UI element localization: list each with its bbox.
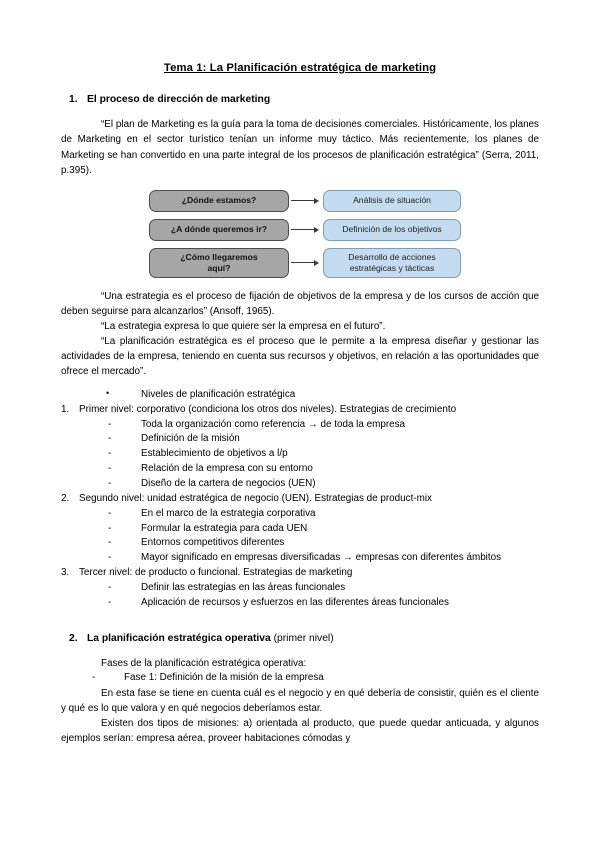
section-heading-2 — [61, 633, 539, 646]
level-group-1 — [61, 403, 539, 492]
intro-paragraph: “El plan de Marketing es la guía para la toma de decisiones comerciales. Históricamente, los planes de Marketing en el sector turístico tenían un informe muy táctico. Más recientemente, los planes de Marketing se han convertido en una parte integral de los procesos de planificación estratégica” (Serra, 2011, p.395). — [61, 119, 539, 176]
level-title-2 — [61, 492, 539, 507]
diagram-answer-line: estratégicas y tácticas — [349, 262, 435, 273]
page-title: Tema 1: La Planificación estratégica de marketing — [163, 62, 437, 74]
list-item: - Definición de la misión — [61, 432, 539, 447]
list-item: - Fase 1: Definición de la misión de la empresa — [61, 671, 539, 686]
ansoff-paragraph: “Una estrategia es el proceso de fijación de objetivos de la empresa y de los cursos de acción que deben seguirse para alcanzarlos” (Ansoff, 1965). — [61, 290, 539, 317]
level-group-3 — [61, 566, 539, 611]
level-group-2 — [61, 492, 539, 566]
fases-list — [61, 671, 539, 686]
diagram-question-line: aquí? — [207, 262, 231, 273]
section-number-2: 2. — [69, 632, 78, 644]
list-item: - Definir las estrategias en las áreas funcionales — [61, 581, 539, 596]
level-text-1: Primer nivel: corporativo (condiciona los otros dos niveles). Estrategias de crecimiento — [79, 403, 457, 415]
planificacion-paragraph: “La planificación estratégica es el proceso que le permite a la empresa diseñar y gestionar las actividades de la empresa, teniendo en cuenta sus recursos y objetivos, en relación a las oportunidades que ofrece el mercado”. — [61, 335, 539, 377]
diagram-row — [149, 219, 539, 241]
level-text-3: Tercer nivel: de producto o funcional. Estrategias de marketing — [79, 567, 353, 579]
process-diagram — [61, 190, 539, 278]
diagram-question-line: ¿Cómo llegaremos — [180, 252, 258, 263]
section-title-1: El proceso de dirección de marketing — [87, 93, 271, 105]
niveles-bullet-list — [61, 388, 539, 403]
fases-intro: Fases de la planificación estratégica operativa: — [101, 657, 307, 669]
diagram-answer-box: Definición de los objetivos — [323, 219, 461, 241]
arrow-right-icon — [289, 196, 323, 205]
list-item: - Formular la estrategia para cada UEN — [61, 522, 539, 537]
list-item: • Niveles de planificación estratégica — [61, 388, 539, 403]
diagram-answer-box — [323, 248, 461, 278]
section-title-2-suffix: (primer nivel) — [273, 632, 334, 644]
level-items-2 — [61, 507, 539, 566]
section-heading-1 — [61, 94, 539, 107]
list-item: - Toda la organización como referencia → de toda la empresa — [61, 418, 539, 433]
diagram-row — [149, 190, 539, 212]
list-item: - Mayor significado en empresas diversificadas → empresas con diferentes ámbitos — [61, 551, 539, 566]
level-text-2: Segundo nivel: unidad estratégica de negocio (UEN). Estrategias de product-mix — [79, 492, 432, 504]
diagram-answer-line: Desarrollo de acciones — [348, 252, 436, 263]
fase1-description: En esta fase se tiene en cuenta cuál es el negocio y en qué debería de consistir, quién es el cliente y qué es lo que valora y en qué negocios deberíamos estar. — [61, 687, 539, 714]
list-item: - En el marco de la estrategia corporativa — [61, 507, 539, 522]
level-items-1 — [61, 418, 539, 492]
level-number-1: 1. — [61, 403, 70, 415]
quotes-block — [61, 289, 539, 379]
level-number-3: 3. — [61, 567, 70, 579]
futuro-paragraph: “La estrategia expresa lo que quiere ser la empresa en el futuro”. — [101, 320, 386, 332]
list-item: - Entornos competitivos diferentes — [61, 536, 539, 551]
section-number-1: 1. — [69, 93, 78, 105]
intro-paragraph-block — [61, 117, 539, 177]
diagram-answer-box: Análisis de situación — [323, 190, 461, 212]
misiones-paragraph: Existen dos tipos de misiones: a) orientada al producto, que puede quedar anticuada, y algunos ejemplos serían: empresa aérea, proveer habitaciones cómodas y — [61, 717, 539, 744]
level-items-3 — [61, 581, 539, 611]
arrow-right-icon — [289, 225, 323, 234]
list-item: - Relación de la empresa con su entorno — [61, 462, 539, 477]
section-title-2: La planificación estratégica operativa — [87, 632, 271, 644]
level-title-1 — [61, 403, 539, 418]
list-item: - Aplicación de recursos y esfuerzos en las diferentes áreas funcionales — [61, 596, 539, 611]
diagram-question-box: ¿A dónde queremos ir? — [149, 219, 289, 241]
arrow-right-icon — [289, 258, 323, 267]
list-item: - Establecimiento de objetivos a l/p — [61, 447, 539, 462]
level-number-2: 2. — [61, 492, 70, 504]
diagram-row — [149, 248, 539, 278]
diagram-question-box — [149, 248, 289, 278]
diagram-question-box: ¿Dónde estamos? — [149, 190, 289, 212]
level-title-3 — [61, 566, 539, 581]
list-item: - Diseño de la cartera de negocios (UEN) — [61, 477, 539, 492]
